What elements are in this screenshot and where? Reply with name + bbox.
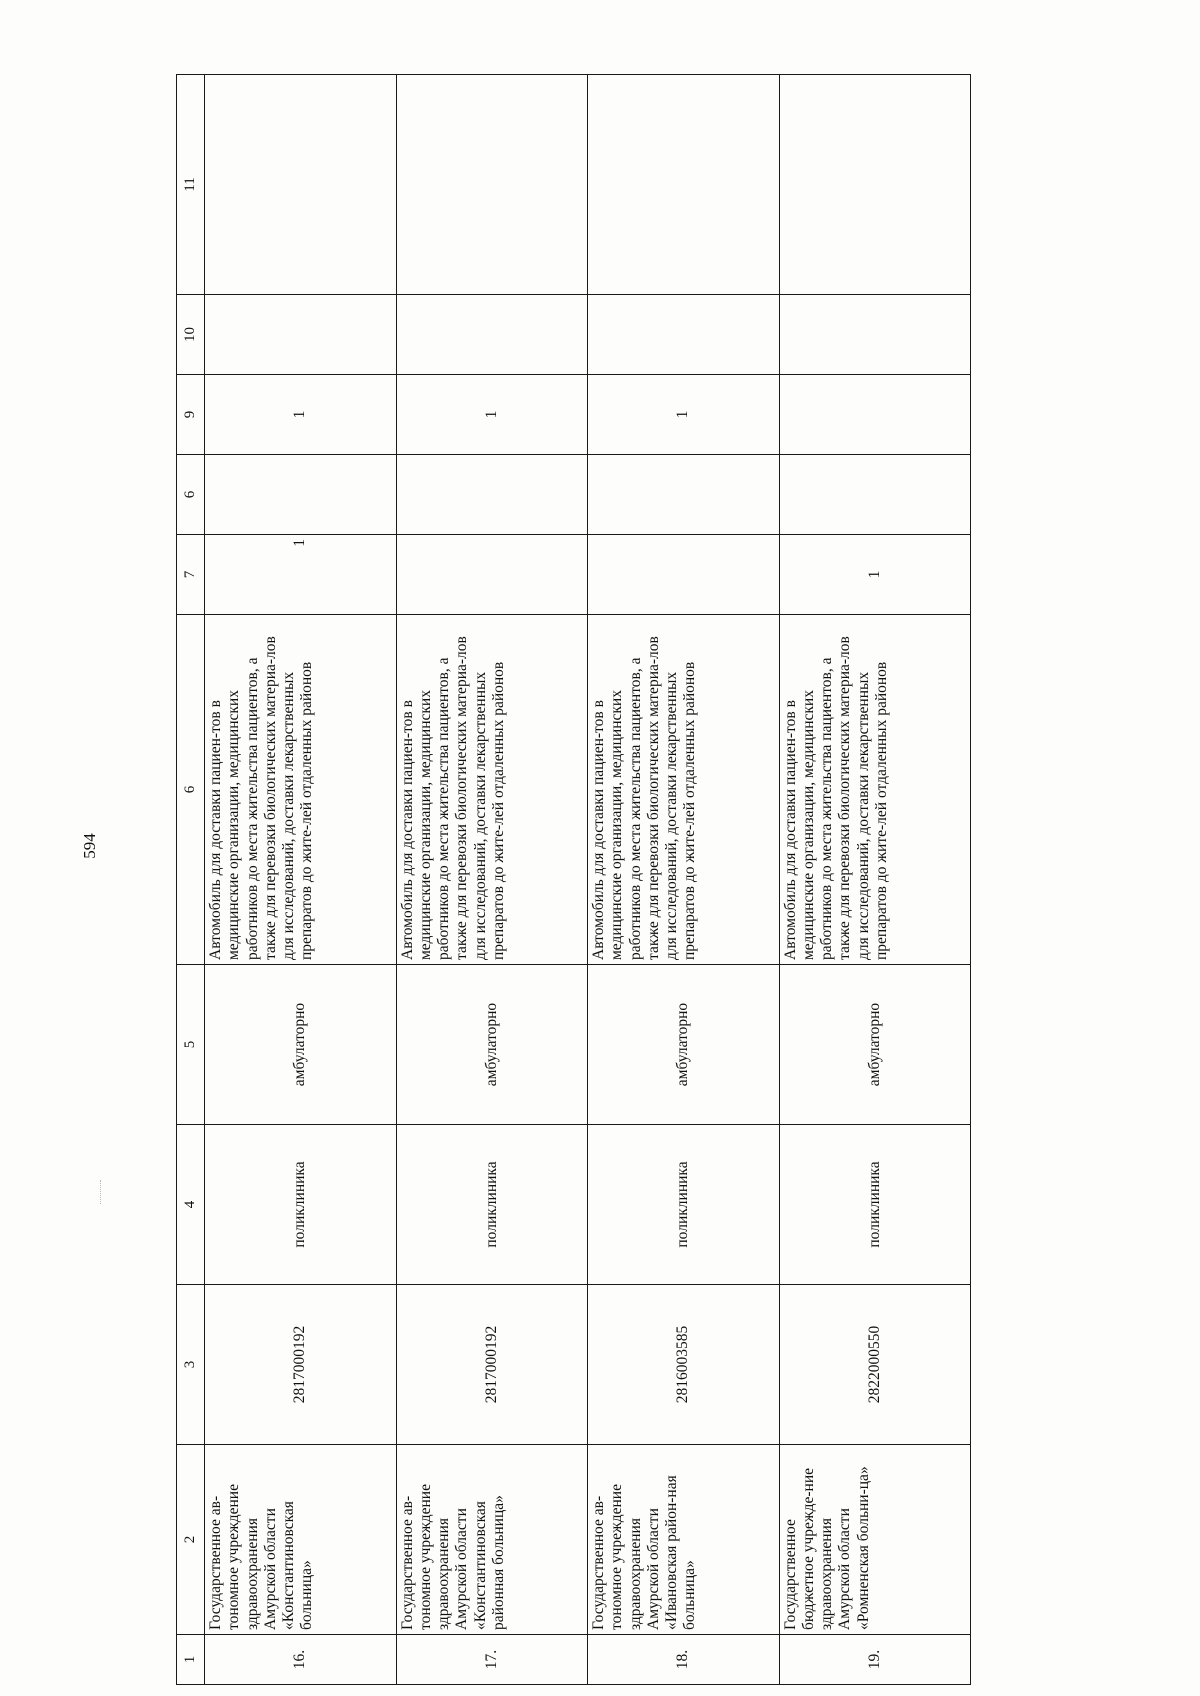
vehicle-description-cell: Автомобиль для доставки пациен-тов в медицинские организации, медицинских работников до места жительства пациентов, а также для перевозки биологических материа-лов для исследований, доставки лекарственных препаратов до жите-лей отдаленных районов (396, 615, 588, 965)
qty-col11-cell (588, 75, 780, 295)
care-condition-cell: амбулаторно (396, 965, 588, 1125)
qty-col7-cell: 1 (205, 535, 397, 615)
header-cell: 3 (177, 1285, 205, 1445)
row-number: 17. (396, 1635, 588, 1685)
header-cell: 7 (177, 535, 205, 615)
institution-name: Государственное бюджетное учрежде-ние здравоохранения Амурской области «Ромненская больни-ца» (779, 1445, 971, 1635)
header-cell: 5 (177, 965, 205, 1125)
vehicle-description-cell: Автомобиль для доставки пациен-тов в медицинские организации, медицинских работников до места жительства пациентов, а также для перевозки биологических материа-лов для исследований, доставки лекарственных препаратов до жите-лей отдаленных районов (588, 615, 780, 965)
row-number: 19. (779, 1635, 971, 1685)
qty-col7-cell: 1 (779, 535, 971, 615)
vehicle-description-cell: Автомобиль для доставки пациен-тов в медицинские организации, медицинских работников до места жительства пациентов, а также для перевозки биологических материа-лов для исследований, доставки лекарственных препаратов до жите-лей отдаленных районов (779, 615, 971, 965)
qty-col10-cell (779, 295, 971, 375)
scan-specks (100, 1180, 105, 1204)
qty-col8-cell (779, 455, 971, 535)
table-row (205, 75, 397, 1685)
qty-col8-cell (588, 455, 780, 535)
page-number: 594 (80, 833, 99, 859)
qty-col9-cell (779, 375, 971, 455)
header-cell: 6 (177, 455, 205, 535)
vehicle-description-cell: Автомобиль для доставки пациен-тов в медицинские организации, медицинских работников до места жительства пациентов, а также для перевозки биологических материа-лов для исследований, доставки лекарственных препаратов до жите-лей отдаленных районов (205, 615, 397, 965)
header-cell: 4 (177, 1125, 205, 1285)
qty-col8-cell (205, 455, 397, 535)
care-condition-cell: амбулаторно (588, 965, 780, 1125)
header-cell: 2 (177, 1445, 205, 1635)
qty-col11-cell (779, 75, 971, 295)
inn-cell: 2817000192 (396, 1285, 588, 1445)
qty-col7-cell (588, 535, 780, 615)
equipment-table (176, 74, 971, 1685)
inn-cell: 2822000550 (779, 1285, 971, 1445)
rotated-table-container (176, 75, 971, 1685)
header-cell: 10 (177, 295, 205, 375)
unit-type-cell: поликлиника (396, 1125, 588, 1285)
inn-cell: 2817000192 (205, 1285, 397, 1445)
qty-col10-cell (205, 295, 397, 375)
inn-cell: 2816003585 (588, 1285, 780, 1445)
header-cell: 6 (177, 615, 205, 965)
header-cell: 9 (177, 375, 205, 455)
care-condition-cell: амбулаторно (779, 965, 971, 1125)
institution-name: Государственное ав-тономное учреждение здравоохранения Амурской области «Константиновская больница» (205, 1445, 397, 1635)
qty-col9-cell: 1 (396, 375, 588, 455)
unit-type-cell: поликлиника (588, 1125, 780, 1285)
row-number: 18. (588, 1635, 780, 1685)
row-number: 16. (205, 1635, 397, 1685)
qty-col8-cell (396, 455, 588, 535)
table-row (588, 75, 780, 1685)
header-cell: 1 (177, 1635, 205, 1685)
header-cell: 11 (177, 75, 205, 295)
qty-col7-cell (396, 535, 588, 615)
qty-col11-cell (205, 75, 397, 295)
qty-col10-cell (588, 295, 780, 375)
table-row (779, 75, 971, 1685)
institution-name: Государственное ав-тономное учреждение здравоохранения Амурской области «Ивановская район-ная больница» (588, 1445, 780, 1635)
table-row (396, 75, 588, 1685)
care-condition-cell: амбулаторно (205, 965, 397, 1125)
unit-type-cell: поликлиника (779, 1125, 971, 1285)
unit-type-cell: поликлиника (205, 1125, 397, 1285)
qty-col11-cell (396, 75, 588, 295)
institution-name: Государственное ав-тономное учреждение здравоохранения Амурской области «Константиновская районная больница» (396, 1445, 588, 1635)
qty-col9-cell: 1 (205, 375, 397, 455)
qty-col9-cell: 1 (588, 375, 780, 455)
header-row (177, 75, 205, 1685)
qty-col10-cell (396, 295, 588, 375)
